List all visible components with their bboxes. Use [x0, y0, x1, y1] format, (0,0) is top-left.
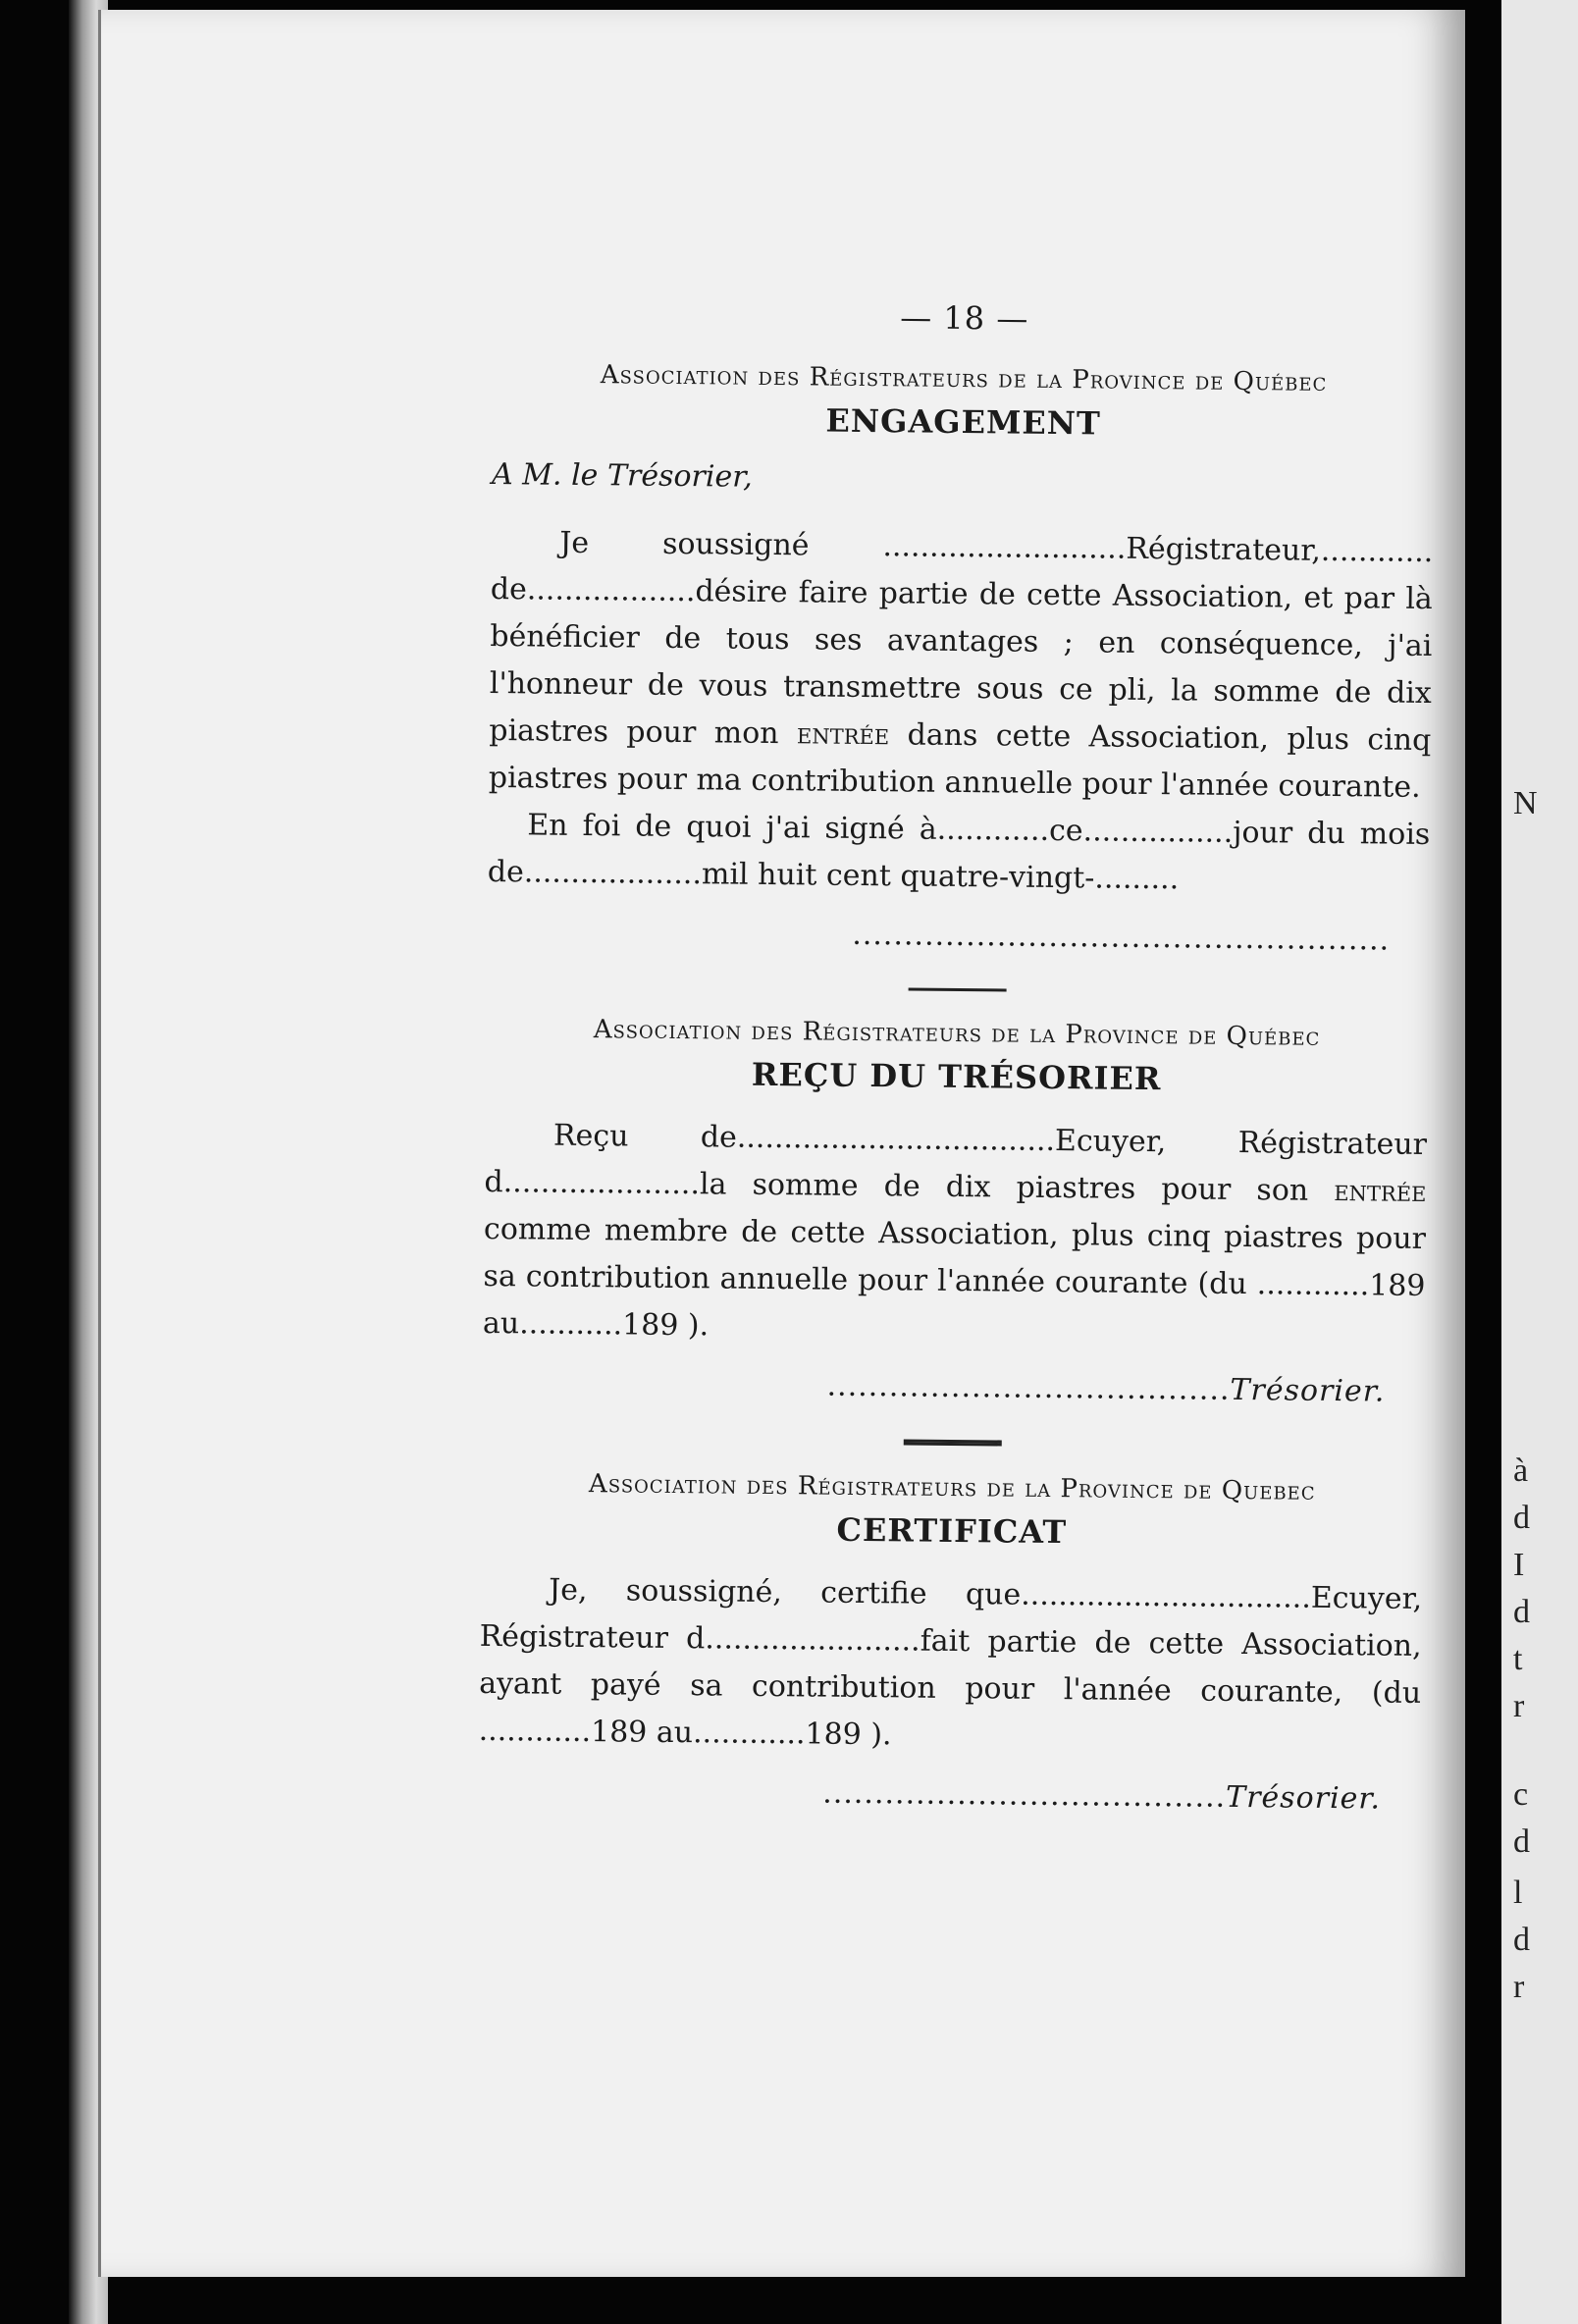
certificat-paragraph: Je, soussigné, certifie que...............................Ecuyer, Régistrateur d.......................fait partie de cette Association, ayant payé sa contribution pour l'année courante, (du ............189 au............189 ).	[478, 1572, 1423, 1753]
recu-title: REÇU DU TRÉSORIER	[751, 1055, 1162, 1098]
adjacent-fragment: r	[1513, 1969, 1525, 2005]
engagement-title: ENGAGEMENT	[825, 401, 1102, 443]
adjacent-fragment: I	[1513, 1547, 1525, 1583]
engagement-signature-clause: En foi de quoi j'ai signé à............ce................jour du mois de...................mil huit cent quatre-vingt-.........	[487, 808, 1431, 897]
engagement-text-end: dans cette Association, plus cinq piastres pour ma contribution annuelle pour l'année courante.	[488, 717, 1432, 805]
adjacent-fragment: r	[1513, 1688, 1525, 1724]
recu-keyword: entrée	[1334, 1174, 1427, 1210]
recu-text-start: Reçu de..................................Ecuyer, Régistrateur d.....................la somme de dix piastres pour son	[484, 1118, 1428, 1209]
engagement-header: Association des Régistrateurs de la Province de Québec	[600, 360, 1328, 397]
adjacent-fragment: d	[1513, 1922, 1530, 1958]
recu-signature-line	[482, 1365, 1385, 1409]
engagement-keyword: entrée	[796, 716, 890, 753]
section-divider	[909, 987, 1007, 991]
adjacent-fragment: d	[1513, 1823, 1530, 1860]
page-content	[478, 294, 1436, 1817]
certificat-title: CERTIFICAT	[836, 1510, 1068, 1552]
page-number: — 18 —	[900, 298, 1029, 338]
recu-signature-dots: .......................................	[826, 1368, 1231, 1407]
adjacent-fragment: d	[1513, 1500, 1530, 1536]
recu-header: Association des Régistrateurs de la Province de Québec	[593, 1015, 1321, 1052]
book-page	[98, 10, 1465, 2277]
adjacent-fragment: l	[1513, 1875, 1523, 1911]
recu-signature-role: Trésorier.	[1230, 1372, 1386, 1409]
engagement-salutation: A M. le Trésorier,	[491, 456, 753, 495]
adjacent-page	[1501, 0, 1578, 2324]
adjacent-fragment: d	[1513, 1594, 1530, 1630]
section-divider-double	[904, 1439, 1002, 1446]
certificat-signature-line	[478, 1772, 1381, 1817]
engagement-paragraph	[489, 519, 1434, 812]
certificat-header: Association des Régistrateurs de la Province de Quebec	[588, 1469, 1316, 1506]
adjacent-fragment: c	[1513, 1776, 1529, 1813]
recu-paragraph	[483, 1112, 1427, 1357]
adjacent-fragment: N	[1513, 785, 1538, 821]
certificat-signature-role: Trésorier.	[1225, 1779, 1382, 1817]
engagement-text-start: Je soussigné ..........................Régistrateur,............ de..................désire faire partie de cette Association, et par là bénéficier de tous ses avantages ; en conséquence, j'ai l'honneur de vous transmettre sous ce pli, la somme de dix piastres pour mon	[489, 525, 1434, 752]
adjacent-fragment: à	[1513, 1452, 1529, 1489]
recu-text-end: comme membre de cette Association, plus cinq piastres pour sa contribution annuelle pour l'année courante (du ............189 au...........189 ).	[482, 1211, 1427, 1344]
engagement-signature-line: ....................................................	[852, 917, 1391, 958]
adjacent-fragment: t	[1513, 1641, 1523, 1677]
certificat-signature-dots: .......................................	[822, 1775, 1227, 1815]
